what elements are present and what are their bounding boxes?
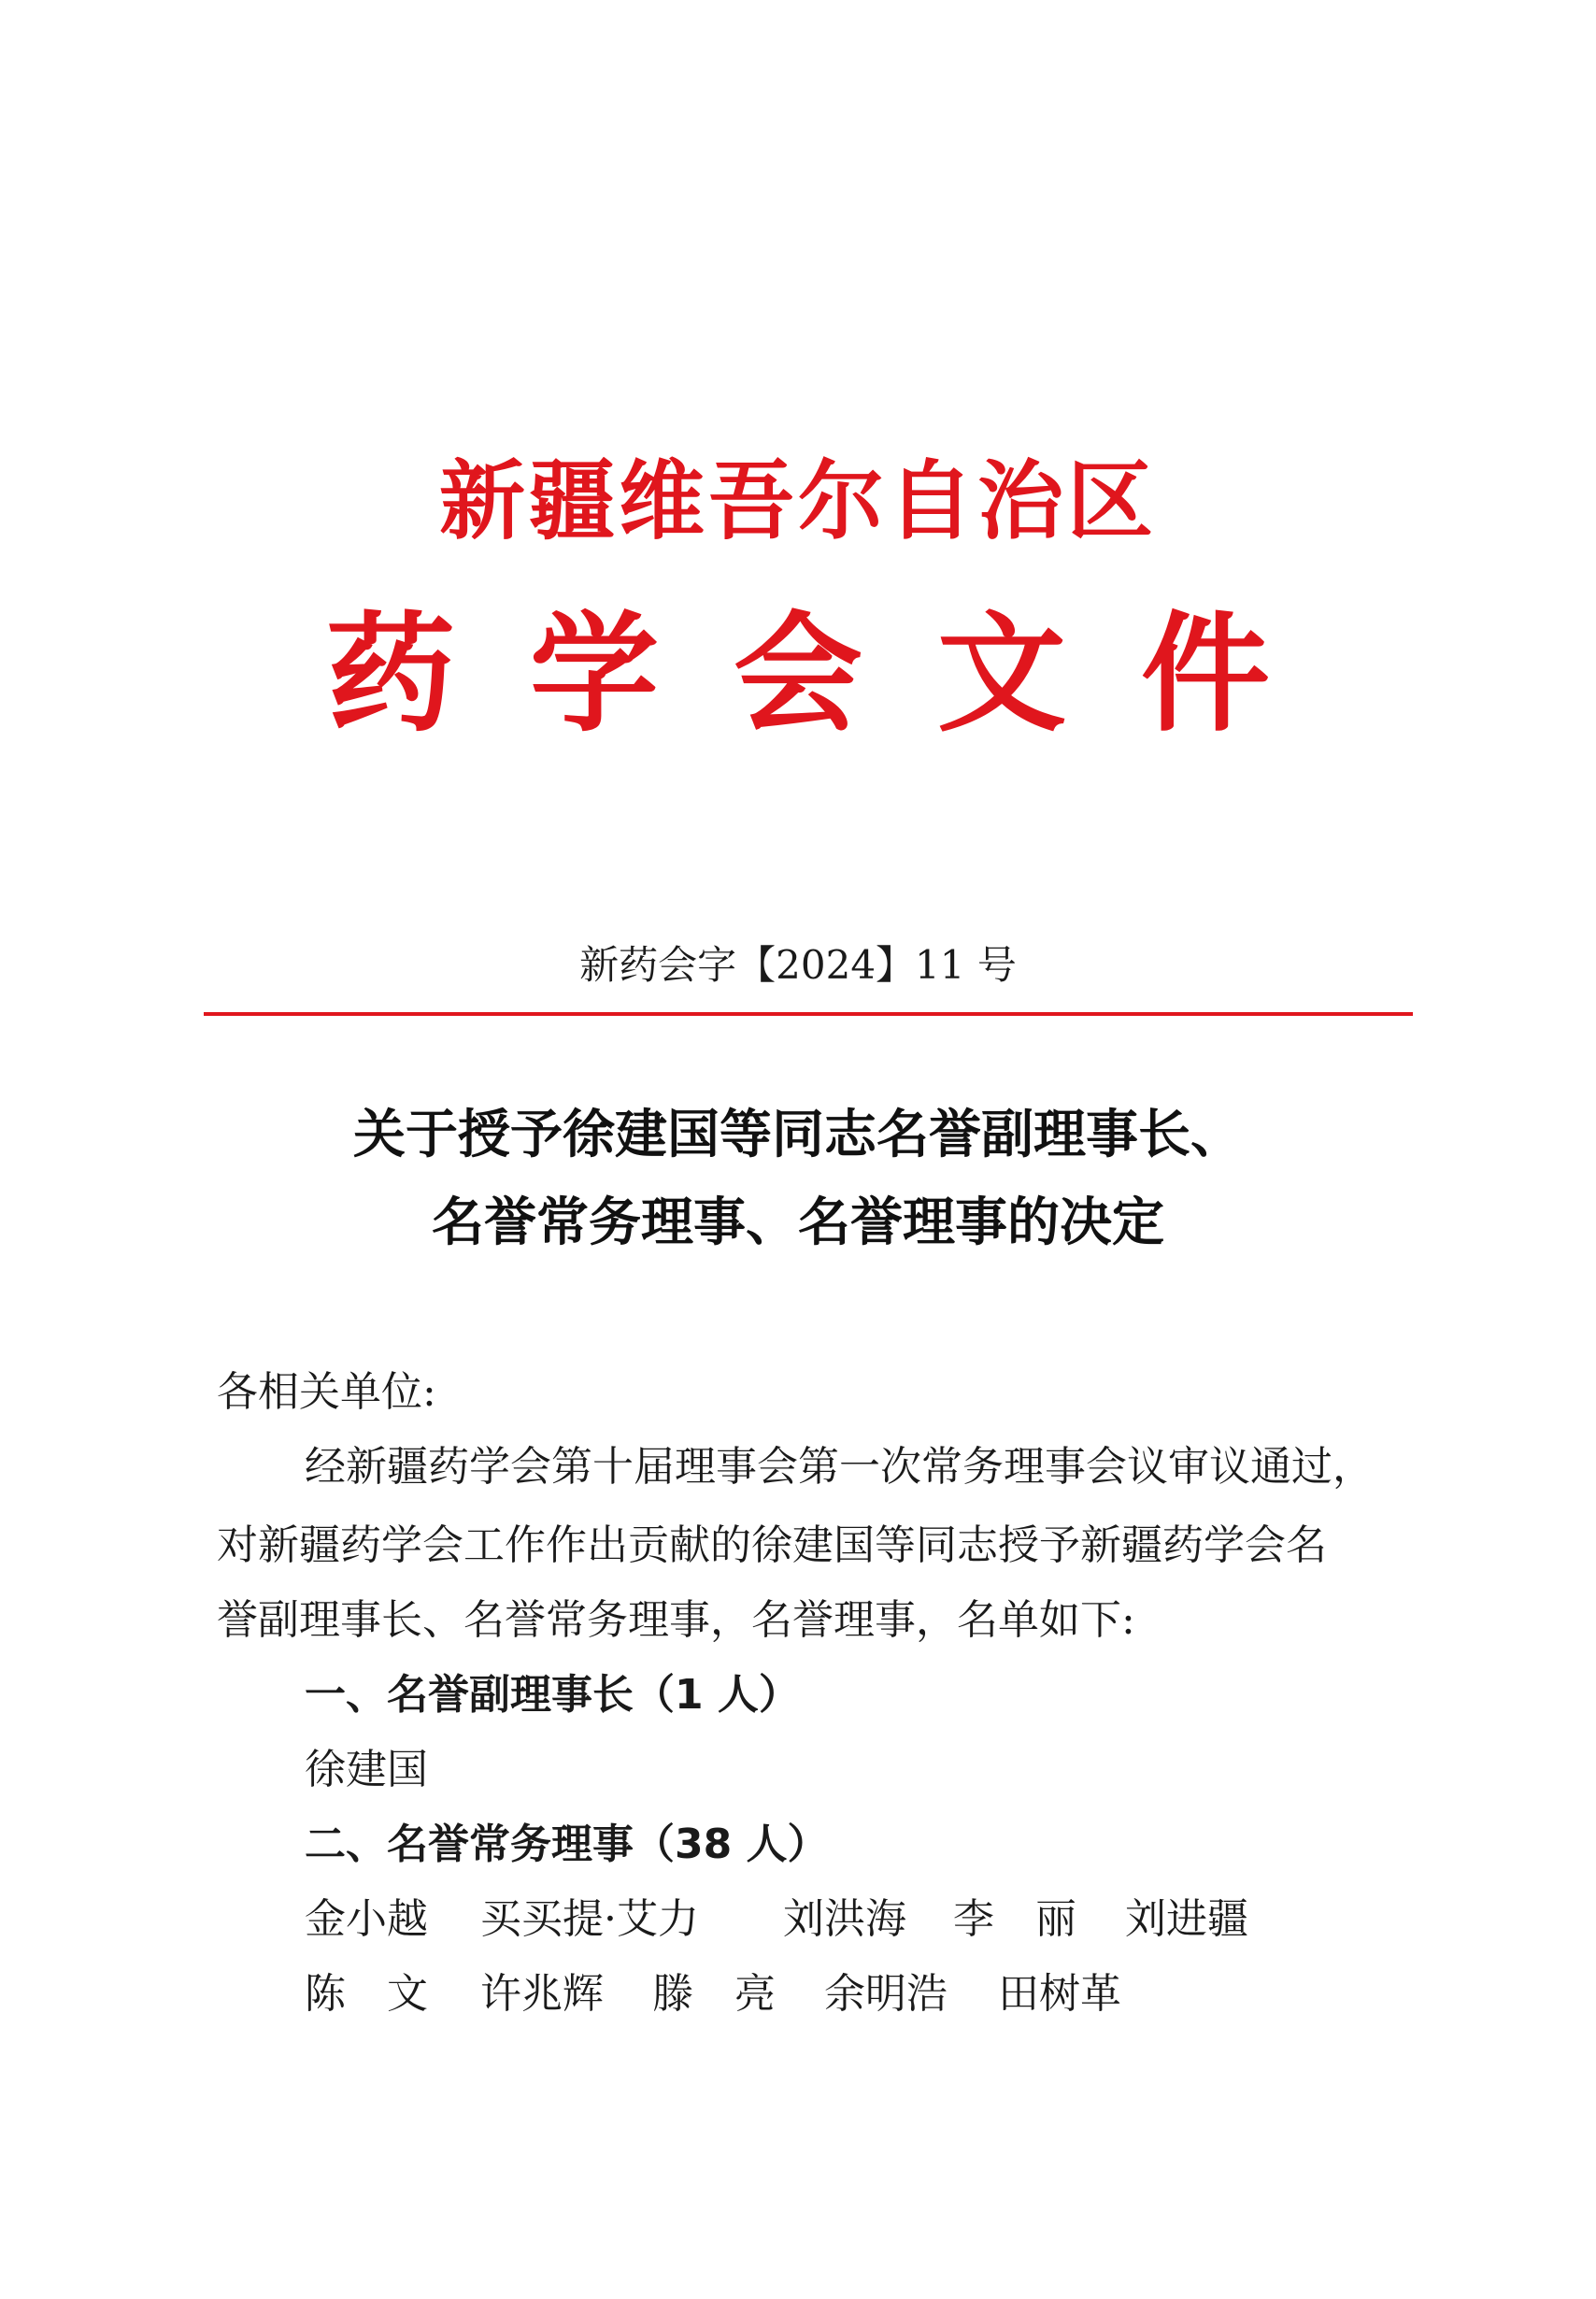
section1-name: 徐建国 xyxy=(305,1746,428,1793)
member-name: 田树革 xyxy=(998,1970,1121,2018)
document-title-line2: 名誉常务理事、名誉理事的决定 xyxy=(432,1192,1164,1253)
issuer-name: 新疆维吾尔自治区 xyxy=(438,450,1157,551)
member-name: 金小越 xyxy=(305,1895,428,1943)
document-type-header: 药学会文件 xyxy=(325,597,1345,750)
document-title-line1: 关于授予徐建国等同志名誉副理事长、 xyxy=(353,1104,1243,1165)
member-name: 刘进疆 xyxy=(1125,1895,1248,1943)
body-paragraph-line3: 誉副理事长、名誉常务理事，名誉理事，名单如下: xyxy=(217,1596,1135,1644)
section2-heading: 二、名誉常务理事（38 人） xyxy=(305,1821,829,1868)
salutation: 各相关单位: xyxy=(217,1368,436,1416)
member-name: 李 丽 xyxy=(953,1895,1076,1943)
member-name: 许兆辉 xyxy=(480,1970,604,2018)
document-number: 新药会字【2024】11 号 xyxy=(579,942,1017,988)
section1-heading: 一、名誉副理事长（1 人） xyxy=(305,1671,800,1719)
member-name: 刘洪海 xyxy=(783,1895,906,1943)
member-name: 余明浩 xyxy=(824,1970,948,2018)
red-divider-line xyxy=(204,1012,1413,1016)
member-name: 滕 亮 xyxy=(652,1970,776,2018)
body-paragraph-line1: 经新疆药学会第十届理事会第一次常务理事会议审议通过， xyxy=(305,1443,1374,1491)
body-paragraph-line2: 对新疆药学会工作作出贡献的徐建国等同志授予新疆药学会名 xyxy=(217,1521,1327,1569)
member-name: 买买提·艾力 xyxy=(480,1895,699,1943)
member-name: 陈 文 xyxy=(305,1970,428,2018)
